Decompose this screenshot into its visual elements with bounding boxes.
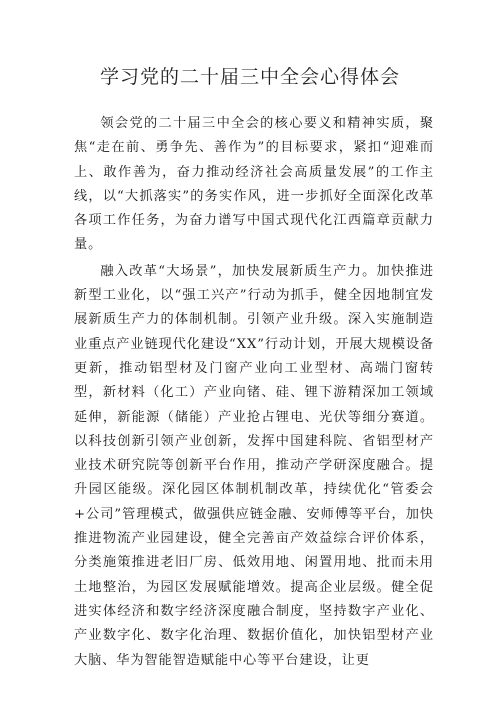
- document-title: 学习党的二十届三中全会心得体会: [99, 66, 400, 88]
- document-body: [74, 112, 434, 673]
- paragraph-intro: 领会党的二十届三中全会的核心要义和精神实质，聚焦“走在前、勇争先、善作为”的目标要求，紧扣“迎难而上、敢作善为，奋力推动经济社会高质量发展”的工作主线，以“大抓落实”的务实作风，进一步抓好全面深化改革各项工作任务，为奋力谱写中国式现代化江西篇章贡献力量。: [74, 116, 434, 253]
- paragraph-reform: 融入改革“大场景”，加快发展新质生产力。加快推进新型工业化，以“强工兴产”行动为抓手，健全因地制宜发展新质生产力的体制机制。引领产业升级。深入实施制造业重点产业链现代化建设“XX”行动计划，开展大规模设备更新，推动铝型材及门窗产业向工业型材、高端门窗转型，新材料（化工）产业向锗、硅、锂下游精深加工领域延伸，新能源（储能）产业抢占锂电、光伏等细分赛道。以科技创新引领产业创新，发挥中国建科院、省铝型材产业技术研究院等创新平台作用，推动产学研深度融合。提升园区能级。深化园区体制机制改革，持续优化“管委会+公司”管理模式，做强供应链金融、安师傅等平台，加快推进物流产业园建设，健全完善亩产效益综合评价体系，分类施策推进老旧厂房、低效用地、闲置用地、批而未用土地整治，为园区发展赋能增效。提高企业层级。健全促进实体经济和数字经济深度融合制度，坚持数字产业化、产业数字化、数字化治理、数据价值化，加快铝型材产业大脑、华为智能智造赋能中心等平台建设，让更: [74, 263, 434, 668]
